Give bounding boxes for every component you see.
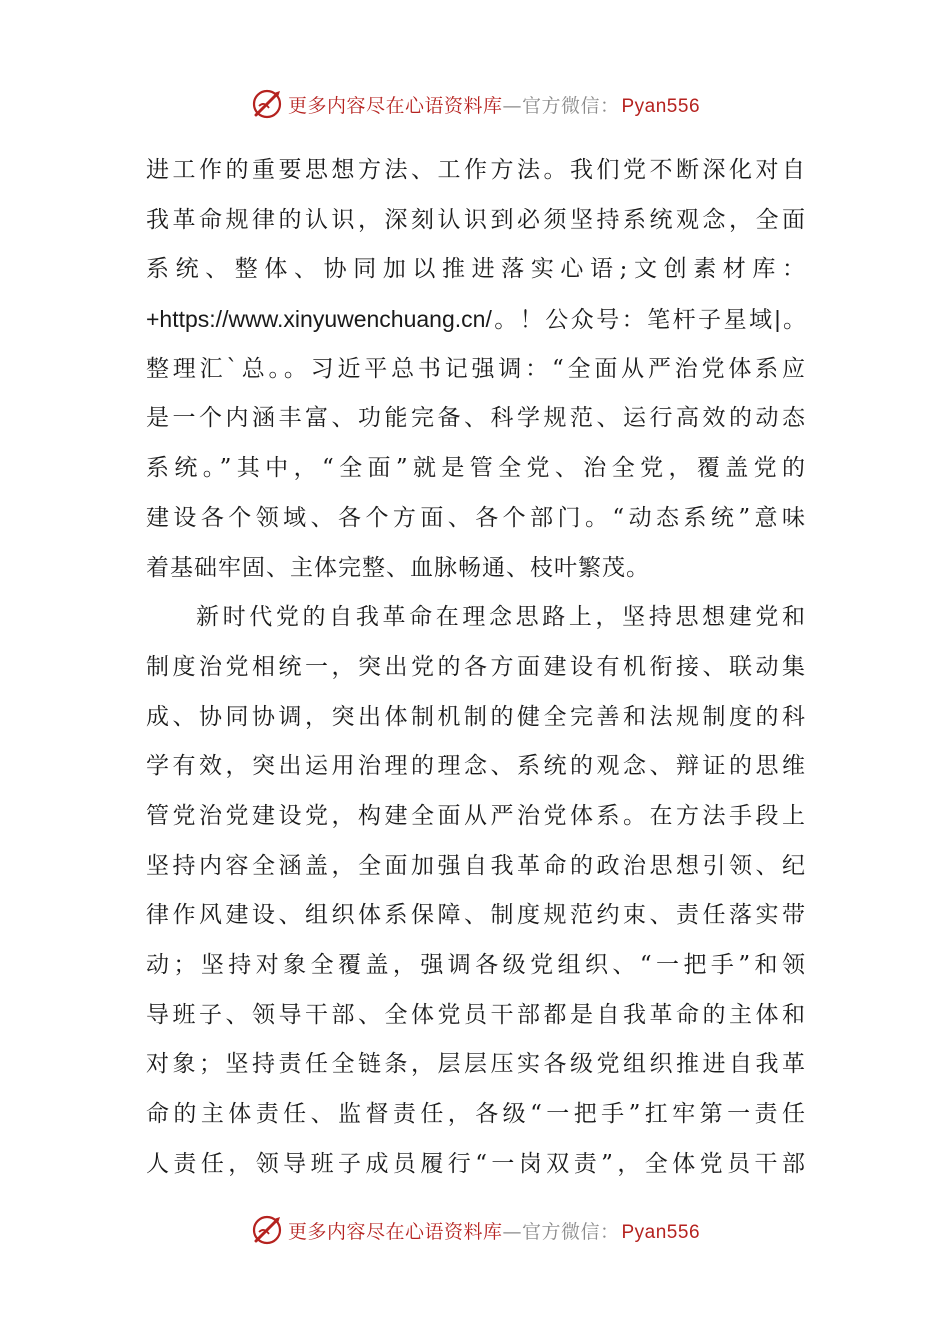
text-line-url: +https://www.xinyuwenchuang.cn/。！公众号：笔杆子星域|。 <box>146 306 806 333</box>
footer-wechat-id: Pyan556 <box>621 1221 701 1243</box>
text-line: 着基础牢固、主体完整、血脉畅通、枝叶繁茂。 <box>146 554 650 581</box>
pen-logo-icon <box>250 87 284 121</box>
footer-banner-grey: —官方微信： <box>502 1220 620 1243</box>
text-line: 系统。”其中，“全面”就是管全党、治全党，覆盖党的 <box>146 455 806 482</box>
header-banner-red: 更多内容尽在心语资料库 <box>287 94 503 117</box>
text-line: 人责任，领导班子成员履行“一岗双责”，全体党员干部 <box>146 1150 806 1177</box>
pen-logo-icon <box>250 1213 284 1247</box>
text-line: 成、协同协调，突出体制机制的健全完善和法规制度的科 <box>146 703 806 730</box>
text-line: 学有效，突出运用治理的理念、系统的观念、辩证的思维 <box>146 753 806 780</box>
text-line: 我革命规律的认识，深刻认识到必须坚持系统观念，全面 <box>146 206 806 233</box>
header-banner <box>0 84 950 124</box>
text-line: 坚持内容全涵盖，全面加强自我革命的政治思想引领、纪 <box>146 852 806 879</box>
document-body <box>146 146 806 1189</box>
text-line: 动；坚持对象全覆盖，强调各级党组织、“一把手”和领 <box>146 952 806 978</box>
paragraph-start-line: 新时代党的自我革命在理念思路上，坚持思想建党和 <box>196 604 806 631</box>
footer-banner <box>0 1210 950 1250</box>
text-line: 系统、整体、协同加以推进落实心语;文创素材库： <box>146 256 806 283</box>
footer-banner-text <box>288 1217 700 1244</box>
text-line: 制度治党相统一，突出党的各方面建设有机衔接、联动集 <box>146 653 806 680</box>
text-line: 建设各个领域、各个方面、各个部门。“动态系统”意味 <box>146 504 806 531</box>
text-line: 是一个内涵丰富、功能完备、科学规范、运行高效的动态 <box>146 405 806 432</box>
header-banner-text <box>288 91 700 118</box>
text-line: 导班子、领导干部、全体党员干部都是自我革命的主体和 <box>146 1001 806 1028</box>
text-line: 对象；坚持责任全链条，层层压实各级党组织推进自我革 <box>146 1051 806 1078</box>
text-line: 整理汇`总。。习近平总书记强调：“全面从严治党体系应 <box>146 355 806 382</box>
text-line: 律作风建设、组织体系保障、制度规范约束、责任落实带 <box>146 902 806 929</box>
header-wechat-id: Pyan556 <box>621 95 701 117</box>
text-line: 命的主体责任、监督责任，各级“一把手”扛牢第一责任 <box>146 1101 806 1128</box>
text-line: 进工作的重要思想方法、工作方法。我们党不断深化对自 <box>146 157 806 183</box>
text-line: 管党治党建设党，构建全面从严治党体系。在方法手段上 <box>146 802 806 829</box>
footer-banner-red: 更多内容尽在心语资料库 <box>287 1220 503 1243</box>
header-banner-grey: —官方微信： <box>502 94 620 117</box>
